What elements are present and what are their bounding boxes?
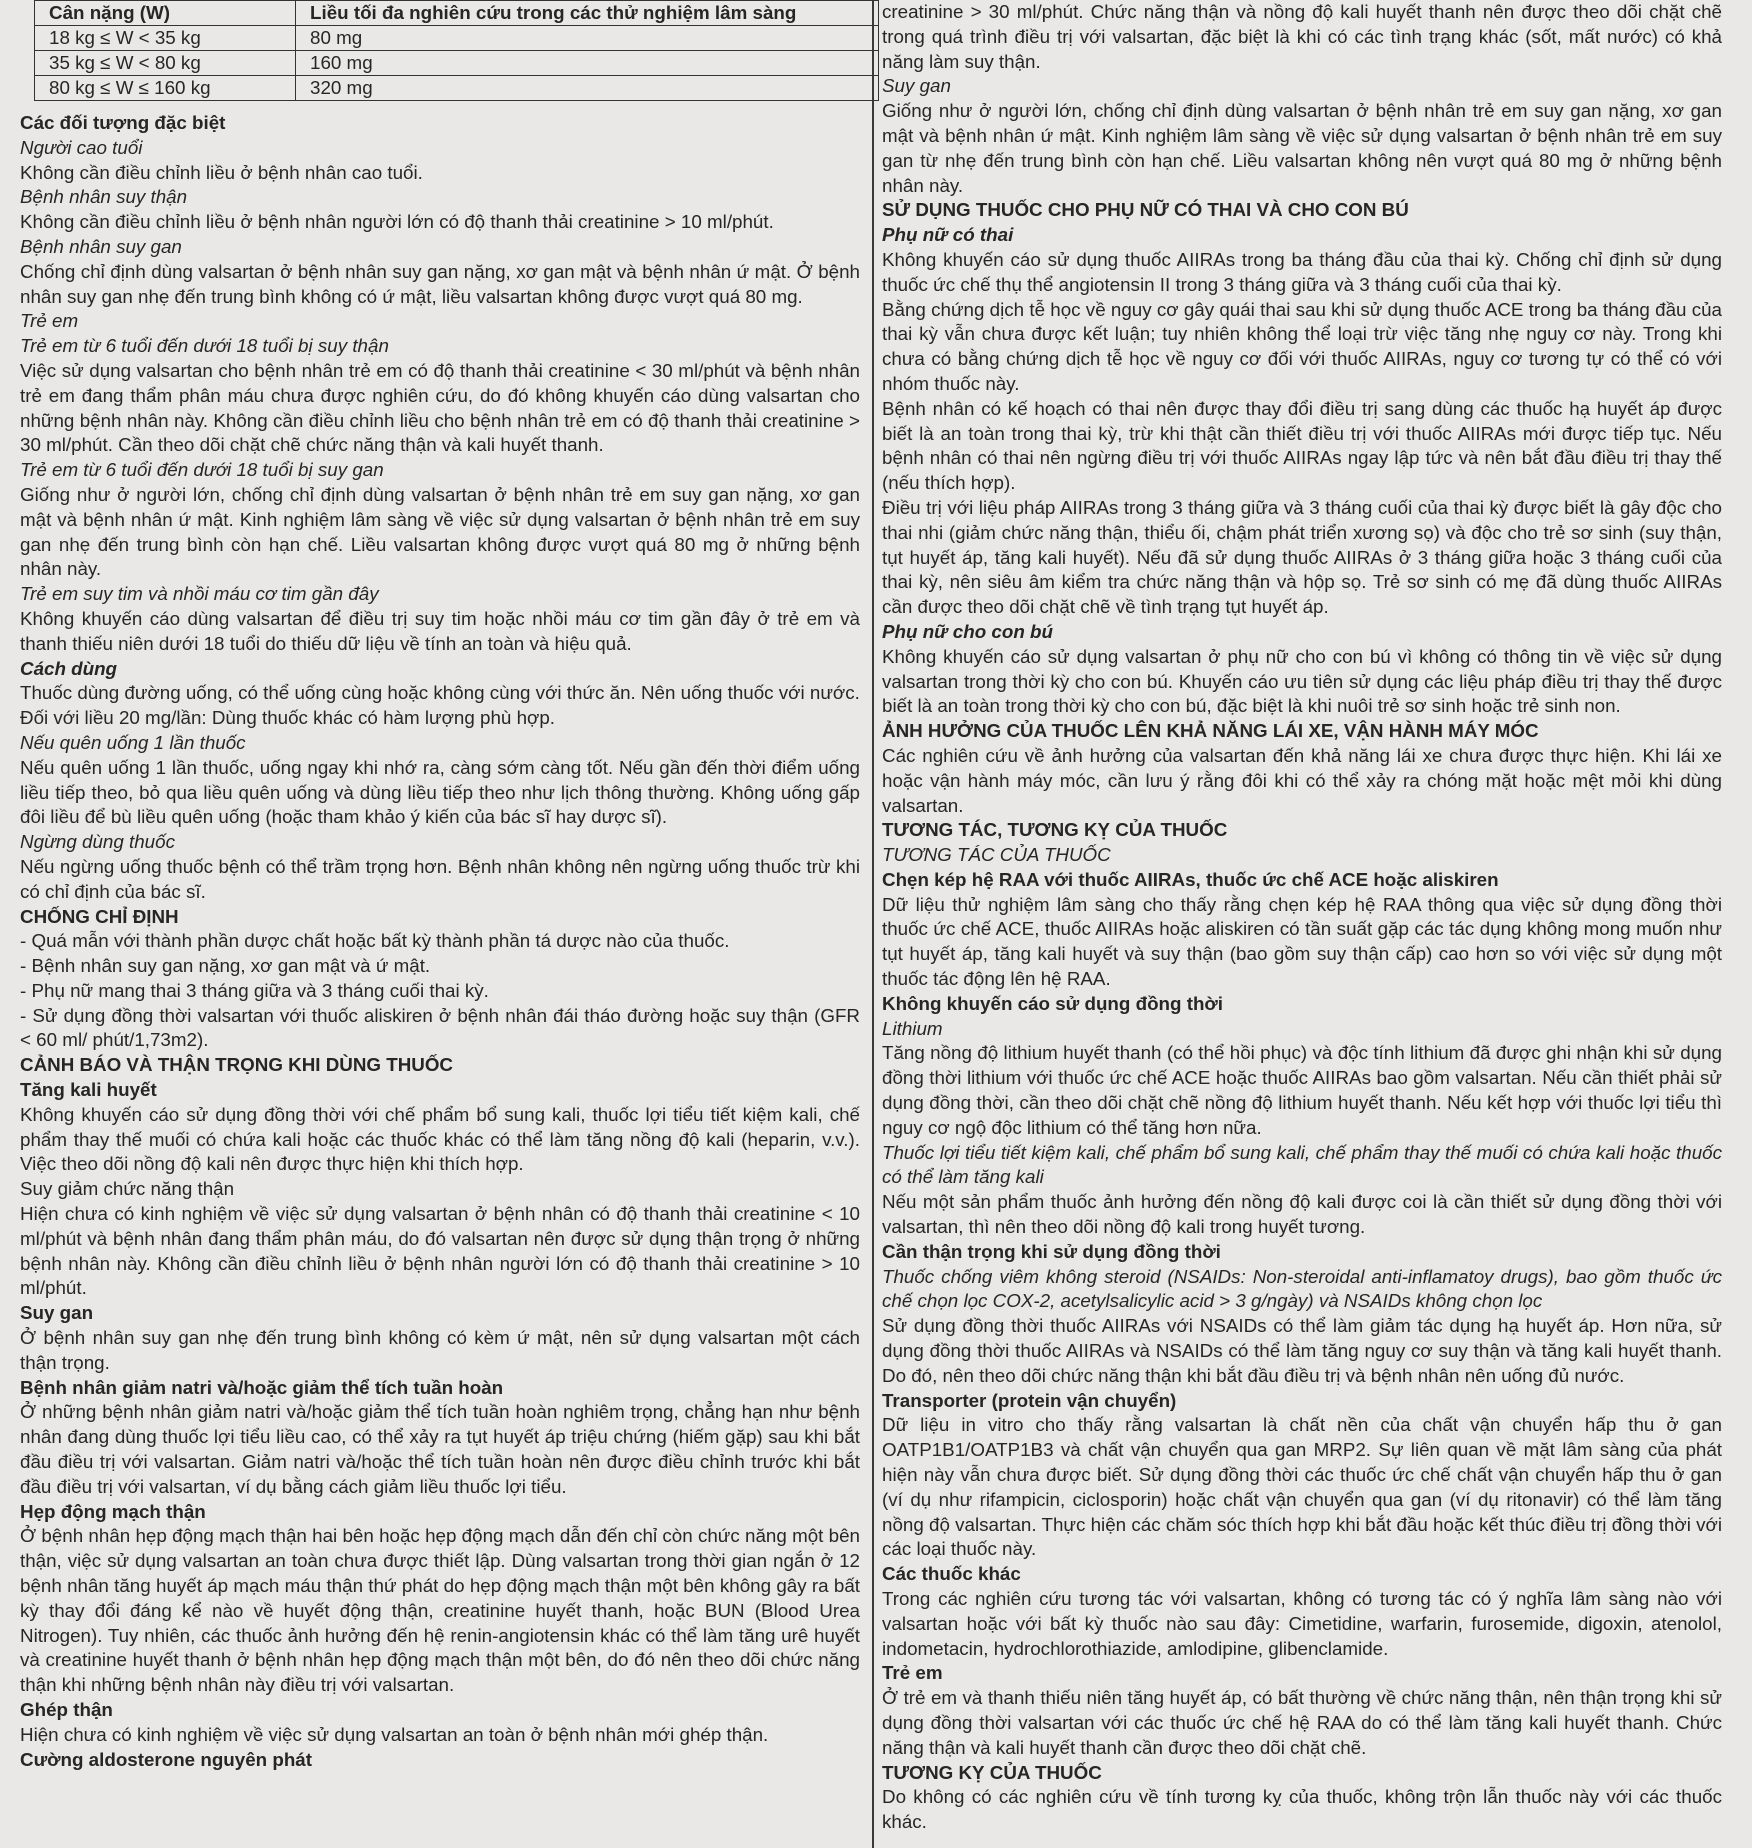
italic-heading: Trẻ em từ 6 tuổi đến dưới 18 tuổi bị suy thận: [20, 335, 389, 357]
paragraph: Ở những bệnh nhân giảm natri và/hoặc giảm thể tích tuần hoàn nghiêm trọng, chẳng hạn như bệnh nhân đang dùng thuốc lợi tiểu liều cao, có thể xảy ra tụt huyết áp triệu chứng (hiếm gặp) sau khi bắt đầu điều trị với valsartan. Giảm natri và/hoặc thể tích tuần hoàn nên được điều chỉnh trước khi bắt đầu điều trị với valsartan, ví dụ bằng cách giảm liều thuốc lợi tiểu.: [20, 1401, 860, 1497]
italic-heading: Bệnh nhân suy thận: [20, 186, 188, 208]
left-text-flow: [20, 111, 860, 1772]
subsection-heading: Trẻ em: [882, 1662, 943, 1684]
paragraph: Hiện chưa có kinh nghiệm về việc sử dụng valsartan an toàn ở bệnh nhân mới ghép thận.: [20, 1723, 769, 1745]
paragraph: Trong các nghiên cứu tương tác với valsartan, không có tương tác có ý nghĩa lâm sàng nào với valsartan hoặc với bất kỳ thuốc nào sau đây: Cimetidine, warfarin, furosemide, digoxin, atenolol, indometacin, hydrochlorothiazide, amlodipine, glibenclamide.: [882, 1588, 1722, 1659]
subsection-heading: Các đối tượng đặc biệt: [20, 112, 226, 133]
subsection-heading: Bệnh nhân giảm natri và/hoặc giảm thể tích tuần hoàn: [20, 1376, 504, 1398]
paragraph: Giống như ở người lớn, chống chỉ định dùng valsartan ở bệnh nhân trẻ em suy gan nặng, xơ gan mật và bệnh nhân ứ mật. Kinh nghiệm lâm sàng về việc sử dụng valsartan ở bệnh nhân trẻ em suy gan nhẹ đến trung bình còn hạn chế. Liều valsartan không được vượt quá 80 mg ở những bệnh nhân này.: [20, 483, 860, 580]
paragraph: Bằng chứng dịch tễ học về nguy cơ gây quái thai sau khi sử dụng thuốc ACE trong ba tháng đầu của thai kỳ vẫn chưa được kết luận; tuy nhiên không thể loại trừ việc tăng nhẹ nguy cơ này. Trong khi chưa có bằng chứng dịch tễ học về nguy cơ đối với thuốc AIIRAs, nguy cơ tương tự có thể có với nhóm thuốc này.: [882, 298, 1722, 394]
dose-table: [34, 0, 879, 101]
paragraph: Thuốc dùng đường uống, có thể uống cùng hoặc không cùng với thức ăn. Nên uống thuốc với nước.: [20, 682, 860, 704]
bold-italic-heading: Phụ nữ cho con bú: [882, 620, 1053, 642]
subsection-heading: Chẹn kép hệ RAA với thuốc AIIRAs, thuốc ức chế ACE hoặc aliskiren: [882, 868, 1499, 890]
paragraph: Do không có các nghiên cứu về tính tương kỵ của thuốc, không trộn lẫn thuốc này với các thuốc khác.: [882, 1786, 1722, 1833]
section-heading: CẢNH BÁO VÀ THẬN TRỌNG KHI DÙNG THUỐC: [20, 1054, 453, 1076]
header-weight: Cân nặng (W): [35, 1, 296, 26]
subsection-heading: Hẹp động mạch thận: [20, 1500, 206, 1522]
paragraph: Các nghiên cứu về ảnh hưởng của valsartan đến khả năng lái xe chưa được thực hiện. Khi lái xe hoặc vận hành máy móc, cần lưu ý rằng đôi khi có thể xảy ra chóng mặt hoặc mệt mỏi khi dùng valsartan.: [882, 744, 1722, 816]
section-heading: TƯƠNG TÁC, TƯƠNG KỴ CỦA THUỐC: [882, 819, 1228, 841]
italic-heading: Người cao tuổi: [20, 136, 143, 158]
paragraph: Ở bệnh nhân hẹp động mạch thận hai bên hoặc hẹp động mạch dẫn đến chỉ còn chức năng một bên thận, việc sử dụng valsartan an toàn chưa được thiết lập. Dùng valsartan trong thời gian ngắn ở 12 bệnh nhân tăng huyết áp mạch máu thận thứ phát do hẹp động mạch thận một bên không gây ra bất kỳ thay đổi đáng kể nào về huyết động thận, creatinine huyết thanh, hoặc BUN (Blood Urea Nitrogen). Tuy nhiên, các thuốc ảnh hưởng đến hệ renin-angiotensin khác có thể làm tăng urê huyết và creatinine huyết thanh ở bệnh nhân hẹp động mạch thận một bên, do đó nên theo dõi chức năng thận khi những bệnh nhân này điều trị với valsartan.: [20, 1525, 860, 1696]
subsection-heading: Transporter (protein vận chuyển): [882, 1389, 1177, 1411]
paragraph: Việc sử dụng valsartan cho bệnh nhân trẻ em có độ thanh thải creatinine < 30 ml/phút và bệnh nhân trẻ em đang thẩm phân máu chưa được nghiên cứu, do đó không khuyến cáo dùng valsartan cho những bệnh nhân này. Không cần điều chỉnh liều cho bệnh nhân trẻ em có độ thanh thải creatinine > 30 ml/phút. Cần theo dõi chặt chẽ chức năng thận và kali huyết thanh.: [20, 359, 860, 456]
paragraph: Nếu ngừng uống thuốc bệnh có thể trầm trọng hơn. Bệnh nhân không nên ngừng uống thuốc trừ khi có chỉ định của bác sĩ.: [20, 855, 860, 902]
dose-cell: 160 mg: [296, 51, 879, 76]
paragraph: Nếu một sản phẩm thuốc ảnh hưởng đến nồng độ kali được coi là cần thiết sử dụng đồng thời với valsartan, thì nên theo dõi nồng độ kali trong huyết tương.: [882, 1191, 1722, 1238]
paragraph: Không khuyến cáo sử dụng thuốc AIIRAs trong ba tháng đầu của thai kỳ. Chống chỉ định sử dụng thuốc ức chế thụ thể angiotensin II trong 3 tháng giữa và 3 tháng cuối của thai kỳ.: [882, 248, 1722, 295]
paragraph: Bệnh nhân có kế hoạch có thai nên được thay đổi điều trị sang dùng các thuốc hạ huyết áp được biết là an toàn trong thai kỳ, trừ khi thật cần thiết điều trị với thuốc AIIRAs mới được tiếp tục. Nếu bệnh nhân có thai nên ngừng điều trị với thuốc AIIRAs ngay lập tức và nên bắt đầu điều trị thay thế (nếu thích hợp).: [882, 397, 1722, 494]
table-row: [35, 26, 879, 51]
paragraph: Ở bệnh nhân suy gan nhẹ đến trung bình không có kèm ứ mật, nên sử dụng valsartan một cách thận trọng.: [20, 1327, 860, 1373]
paragraph: creatinine > 30 ml/phút. Chức năng thận và nồng độ kali huyết thanh nên được theo dõi chặt chẽ trong quá trình điều trị với valsartan, đặc biệt là khi có các tình trạng khác (sốt, mất nước) có khả năng làm suy thận.: [882, 1, 1722, 72]
paragraph: Không khuyến cáo sử dụng valsartan ở phụ nữ cho con bú vì không có thông tin về việc sử dụng valsartan trong thời kỳ cho con bú. Khuyến cáo ưu tiên sử dụng các liệu pháp điều trị thay thế được biết là an toàn trong thời kỳ cho con bú, đặc biệt là khi nuôi trẻ sơ sinh hoặc trẻ sinh non.: [882, 645, 1722, 717]
paragraph: Nếu quên uống 1 lần thuốc, uống ngay khi nhớ ra, càng sớm càng tốt. Nếu gần đến thời điểm uống liều tiếp theo, bỏ qua liều quên uống và dùng liều tiếp theo như lịch thông thường. Không uống gấp đôi liều để bù liều quên uống (hoặc tham khảo ý kiến của bác sĩ hay dược sĩ).: [20, 756, 860, 828]
paragraph: - Sử dụng đồng thời valsartan với thuốc aliskiren ở bệnh nhân đái tháo đường hoặc suy thận (GFR < 60 ml/ phút/1,73m2).: [20, 1004, 860, 1051]
right-text-flow: [882, 0, 1722, 1835]
paragraph: Sử dụng đồng thời thuốc AIIRAs với NSAIDs có thể làm giảm tác dụng hạ huyết áp. Hơn nữa, sử dụng đồng thời thuốc AIIRAs và NSAIDs có thể làm tăng nguy cơ suy thận và tăng kali huyết thanh. Do đó, nên theo dõi chức năng thận khi bắt đầu điều trị và bệnh nhân nên uống đủ nước.: [882, 1315, 1722, 1386]
paragraph: Dữ liệu in vitro cho thấy rằng valsartan là chất nền của chất vận chuyển hấp thu ở gan OATP1B1/OATP1B3 và chất vận chuyển qua gan MRP2. Sự liên quan về mặt lâm sàng của phát hiện này vẫn chưa được biết. Sử dụng đồng thời các thuốc ức chế chất vận chuyển hấp thu ở gan (ví dụ như rifampicin, ciclosporin) hoặc chất vận chuyển qua gan (ví dụ ritonavir) có thể làm tăng nồng độ valsartan. Thực hiện các chăm sóc thích hợp khi bắt đầu hoặc kết thúc điều trị đồng thời với các loại thuốc này.: [882, 1414, 1722, 1560]
italic-heading: Nếu quên uống 1 lần thuốc: [20, 731, 246, 753]
paragraph: Không khuyến cáo dùng valsartan để điều trị suy tim hoặc nhồi máu cơ tim gần đây ở trẻ em và thanh thiếu niên dưới 18 tuổi do thiếu dữ liệu về tính an toàn và hiệu quả.: [20, 607, 860, 654]
paragraph: Điều trị với liệu pháp AIIRAs trong 3 tháng giữa và 3 tháng cuối của thai kỳ được biết là gây độc cho thai nhi (giảm chức năng thận, thiểu ối, chậm phát triển xương sọ) và độc cho trẻ sơ sinh (suy thận, tụt huyết áp, tăng kali huyết). Nếu đã sử dụng thuốc AIIRAs ở 3 tháng giữa hoặc 3 tháng cuối của thai kỳ, nên siêu âm kiểm tra chức năng thận và hộp sọ. Trẻ sơ sinh có mẹ đã dùng thuốc AIIRAs cần được theo dõi chặt chẽ về tình trạng tụt huyết áp.: [882, 496, 1722, 618]
right-column: [882, 0, 1722, 1835]
paragraph: Suy giảm chức năng thận: [20, 1178, 235, 1200]
bold-italic-heading: Cách dùng: [20, 657, 118, 679]
italic-heading: Trẻ em từ 6 tuổi đến dưới 18 tuổi bị suy gan: [20, 459, 384, 481]
dose-cell: 80 mg: [296, 26, 879, 51]
italic-heading: Trẻ em: [20, 310, 79, 332]
italic-heading: Lithium: [882, 1017, 943, 1039]
paragraph: Giống như ở người lớn, chống chỉ định dùng valsartan ở bệnh nhân trẻ em suy gan nặng, xơ gan mật và bệnh nhân ứ mật. Kinh nghiệm lâm sàng về việc sử dụng valsartan ở bệnh nhân trẻ em suy gan từ nhẹ đến trung bình còn hạn chế. Liều valsartan không nên vượt quá 80 mg ở những bệnh nhân này.: [882, 100, 1722, 196]
weight-cell: 80 kg ≤ W ≤ 160 kg: [35, 76, 296, 101]
paragraph: Tăng nồng độ lithium huyết thanh (có thể hồi phục) và độc tính lithium đã được ghi nhận khi sử dụng đồng thời lithium với thuốc ức chế ACE hoặc thuốc AIIRAs bao gồm valsartan. Nếu cần thiết phải sử dụng đồng thời, cần theo dõi chặt chẽ nồng độ lithium huyết thanh. Nếu kết hợp với thuốc lợi tiểu thì nguy cơ ngộ độc lithium có thể tăng hơn nữa.: [882, 1042, 1722, 1138]
subsection-heading: Ghép thận: [20, 1699, 113, 1720]
paragraph: Không cần điều chỉnh liều ở bệnh nhân cao tuổi.: [20, 161, 423, 183]
paragraph: Hiện chưa có kinh nghiệm về việc sử dụng valsartan ở bệnh nhân có độ thanh thải creatinine < 10 ml/phút và bệnh nhân đang thẩm phân máu, do đó valsartan nên được sử dụng thận trọng ở những bệnh nhân này. Không cần điều chỉnh liều ở bệnh nhân người lớn có độ thanh thải creatinine > 10 ml/phút.: [20, 1203, 860, 1299]
italic-heading: Thuốc lợi tiểu tiết kiệm kali, chế phẩm bổ sung kali, chế phẩm thay thế muối có chứa kali hoặc thuốc có thể làm tăng kali: [882, 1141, 1722, 1188]
dose-table-header: [35, 1, 879, 26]
bold-italic-heading: Phụ nữ có thai: [882, 224, 1014, 246]
table-row: [35, 51, 879, 76]
paragraph: Dữ liệu thử nghiệm lâm sàng cho thấy rằng chẹn kép hệ RAA thông qua việc sử dụng đồng thời thuốc ức chế ACE, thuốc AIIRAs hoặc aliskiren có tần suất gặp các tác dụng không mong muốn như tụt huyết áp, tăng kali huyết và suy thận (bao gồm suy thận cấp) cao hơn so với việc sử dụng một thuốc tác động lên hệ RAA.: [882, 893, 1722, 990]
italic-heading: TƯƠNG TÁC CỦA THUỐC: [882, 844, 1111, 866]
italic-heading: Thuốc chống viêm không steroid (NSAIDs: Non-steroidal anti-inflamatoy drugs), bao gồm thuốc ức chế chọn lọc COX-2, acetylsalicylic acid > 3 g/ngày) và NSAIDs không chọn lọc: [882, 1265, 1722, 1312]
weight-cell: 18 kg ≤ W < 35 kg: [35, 26, 296, 51]
subsection-heading: Tăng kali huyết: [20, 1079, 157, 1101]
section-heading: CHỐNG CHỈ ĐỊNH: [20, 905, 179, 927]
header-max-dose: Liều tối đa nghiên cứu trong các thử nghiệm lâm sàng: [296, 1, 879, 26]
subsection-heading: Các thuốc khác: [882, 1563, 1021, 1585]
section-heading: SỬ DỤNG THUỐC CHO PHỤ NỮ CÓ THAI VÀ CHO CON BÚ: [882, 199, 1409, 221]
italic-heading: Suy gan: [882, 75, 951, 97]
section-heading: TƯƠNG KỴ CỦA THUỐC: [882, 1761, 1102, 1783]
dose-cell: 320 mg: [296, 76, 879, 101]
paragraph: Chống chỉ định dùng valsartan ở bệnh nhân suy gan nặng, xơ gan mật và bệnh nhân ứ mật. Ở bệnh nhân suy gan nhẹ đến trung bình không có ứ mật, liều valsartan không được vượt quá 80 mg.: [20, 260, 860, 307]
table-row: [35, 76, 879, 101]
left-column: [20, 0, 860, 1772]
italic-heading: Bệnh nhân suy gan: [20, 235, 182, 257]
subsection-heading: Suy gan: [20, 1302, 94, 1324]
paragraph: - Phụ nữ mang thai 3 tháng giữa và 3 tháng cuối thai kỳ.: [20, 979, 489, 1001]
column-divider: [872, 0, 874, 1848]
italic-heading: Trẻ em suy tim và nhồi máu cơ tim gần đây: [20, 583, 379, 605]
paragraph: - Quá mẫn với thành phần dược chất hoặc bất kỳ thành phần tá dược nào của thuốc.: [20, 930, 730, 952]
paragraph: Đối với liều 20 mg/lần: Dùng thuốc khác có hàm lượng phù hợp.: [20, 707, 555, 729]
section-heading: ẢNH HƯỞNG CỦA THUỐC LÊN KHẢ NĂNG LÁI XE, VẬN HÀNH MÁY MÓC: [882, 720, 1539, 742]
paragraph: Không khuyến cáo sử dụng đồng thời với chế phẩm bổ sung kali, thuốc lợi tiểu tiết kiệm kali, chế phẩm thay thế muối có chứa kali hoặc các thuốc khác có thể làm tăng nồng độ kali (heparin, v.v.). Việc theo dõi nồng độ kali nên được thực hiện khi thích hợp.: [20, 1103, 860, 1175]
subsection-heading: Cường aldosterone nguyên phát: [20, 1748, 312, 1770]
paragraph: - Bệnh nhân suy gan nặng, xơ gan mật và ứ mật.: [20, 955, 431, 977]
subsection-heading: Cần thận trọng khi sử dụng đồng thời: [882, 1240, 1221, 1262]
weight-cell: 35 kg ≤ W < 80 kg: [35, 51, 296, 76]
paragraph: Không cần điều chỉnh liều ở bệnh nhân người lớn có độ thanh thải creatinine > 10 ml/phút.: [20, 211, 774, 233]
subsection-heading: Không khuyến cáo sử dụng đồng thời: [882, 992, 1223, 1014]
paragraph: Ở trẻ em và thanh thiếu niên tăng huyết áp, có bất thường về chức năng thận, nên thận trọng khi sử dụng đồng thời valsartan với các thuốc ức chế hệ RAA do có thể làm tăng kali huyết thanh. Chức năng thận và kali huyết thanh cần được theo dõi chặt chẽ.: [882, 1687, 1722, 1758]
italic-heading: Ngừng dùng thuốc: [20, 831, 175, 853]
